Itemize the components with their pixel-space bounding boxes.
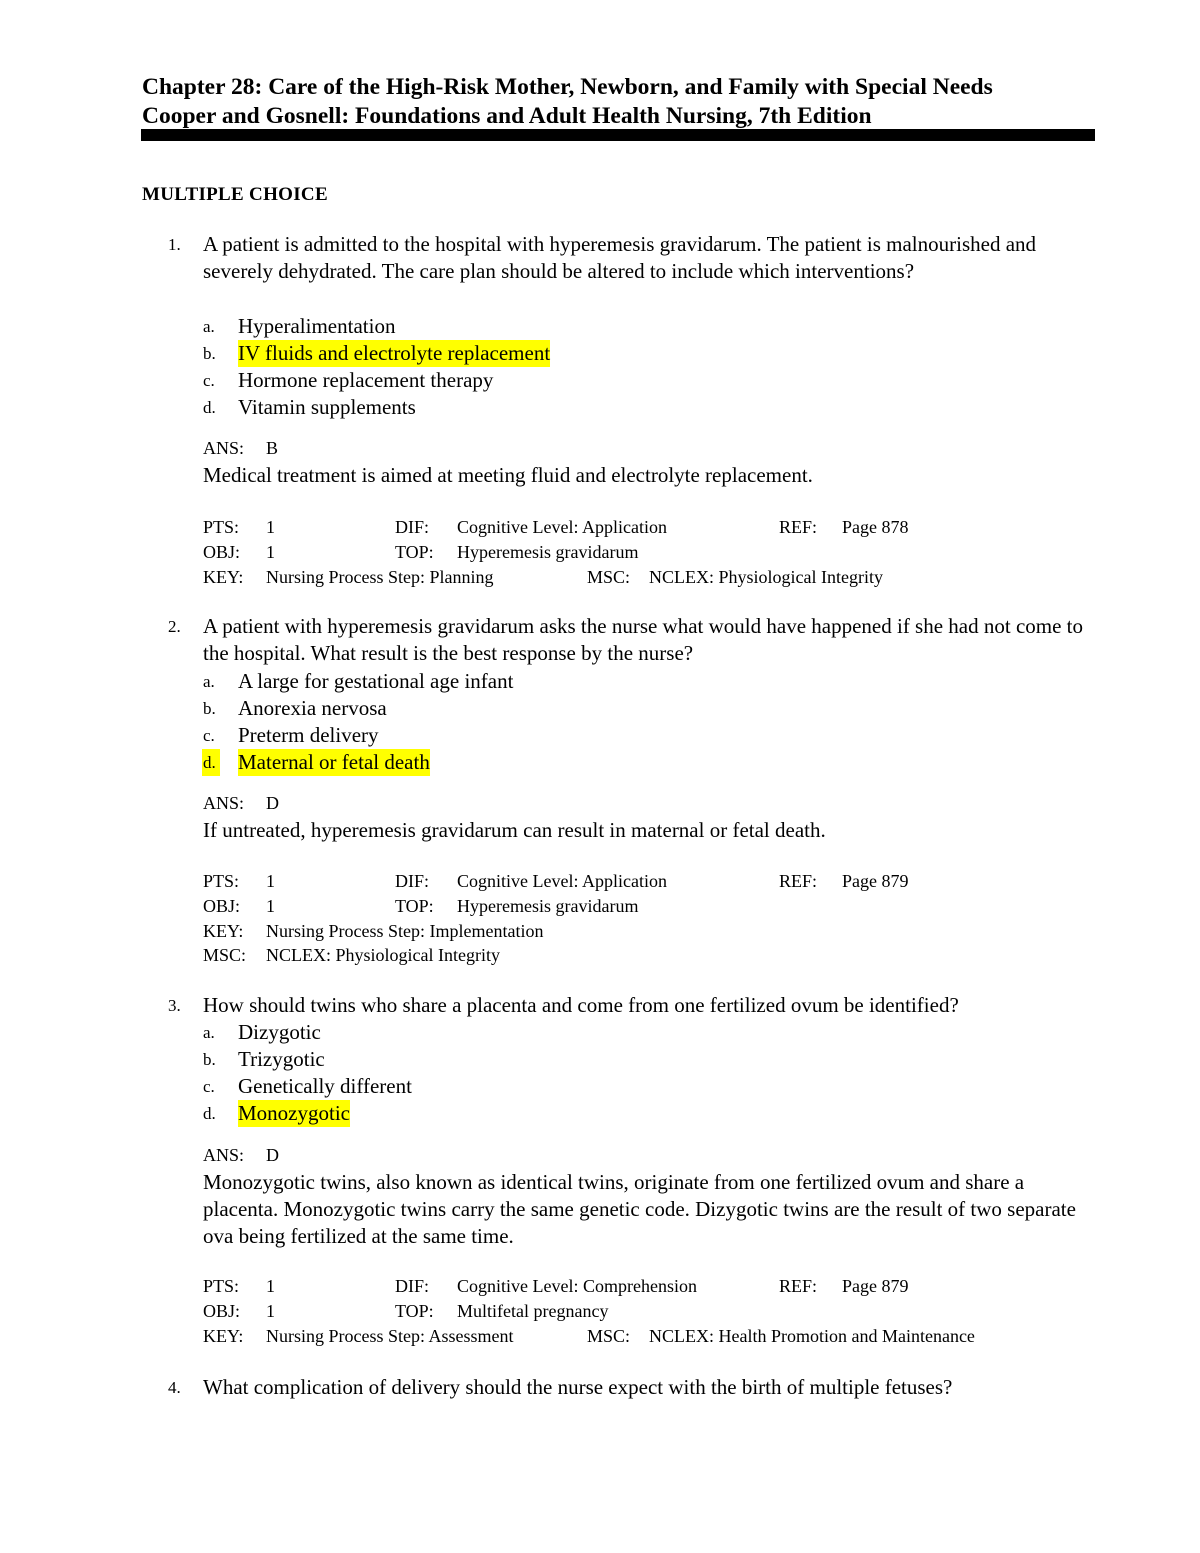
top-value: Hyperemesis gravidarum [457, 895, 639, 916]
option-text-highlighted: Monozygotic [238, 1101, 350, 1125]
options-list [203, 313, 1083, 421]
option-text: Dizygotic [238, 1020, 321, 1044]
meta-row [203, 565, 1083, 590]
top-value: Hyperemesis gravidarum [457, 541, 639, 562]
msc-value: NCLEX: Physiological Integrity [649, 566, 883, 587]
question-metadata [203, 1274, 1083, 1348]
answer-label: ANS: [203, 438, 245, 458]
option-d[interactable] [203, 1100, 1083, 1127]
question-text: A patient with hyperemesis gravidarum asks the nurse what would have happened if she had not come to the hospital. What result is the best response by the nurse? [203, 614, 1084, 666]
answer-line [203, 790, 279, 817]
answer-value: B [266, 438, 279, 458]
option-text-highlighted: Maternal or fetal death [238, 750, 430, 774]
ref-label: REF: [779, 517, 818, 537]
obj-label: OBJ: [203, 541, 241, 562]
question-number: 4. [168, 1378, 181, 1397]
pts-value: 1 [266, 517, 275, 537]
meta-row [203, 894, 1083, 919]
option-a[interactable] [203, 1019, 1083, 1046]
msc-value: NCLEX: Health Promotion and Maintenance [649, 1325, 975, 1346]
key-label: KEY: [203, 566, 244, 587]
msc-value: NCLEX: Physiological Integrity [266, 945, 500, 966]
top-label: TOP: [395, 1300, 434, 1321]
question-metadata [203, 515, 1083, 589]
options-list [203, 668, 1083, 776]
option-letter-highlighted: d. [202, 749, 220, 776]
option-a[interactable] [203, 313, 1083, 340]
option-letter: d. [203, 1104, 216, 1123]
meta-row [203, 919, 1083, 944]
option-text-highlighted: IV fluids and electrolyte replacement [238, 341, 551, 365]
top-label: TOP: [395, 895, 434, 916]
question-text: What complication of delivery should the nurse expect with the birth of multiple fetuses? [203, 1375, 953, 1399]
meta-row [203, 1274, 1083, 1299]
key-label: KEY: [203, 1325, 244, 1346]
rationale-text: Medical treatment is aimed at meeting fluid and electrolyte replacement. [203, 463, 813, 487]
answer-value: D [266, 793, 279, 813]
answer-value: D [266, 1145, 279, 1165]
meta-row [203, 540, 1083, 565]
key-label: KEY: [203, 920, 244, 941]
rationale-text: Monozygotic twins, also known as identical twins, originate from one fertilized ovum and share a placenta. Monozygotic twins carry the same genetic code. Dizygotic twins are the result of two separate ova being fertilized at the same time. [203, 1170, 1076, 1248]
ref-value: Page 878 [842, 517, 909, 537]
option-text: Preterm delivery [238, 723, 379, 747]
meta-row [203, 515, 1083, 540]
pts-label: PTS: [203, 1276, 240, 1296]
question-number: 1. [168, 235, 181, 254]
top-label: TOP: [395, 541, 434, 562]
dif-value: Cognitive Level: Application [457, 517, 667, 537]
question-text: A patient is admitted to the hospital with hyperemesis gravidarum. The patient is malnourished and severely dehydrated. The care plan should be altered to include which interventions? [203, 232, 1037, 284]
chapter-title: Chapter 28: Care of the High-Risk Mother, Newborn, and Family with Special Needs [142, 74, 993, 100]
section-heading: MULTIPLE CHOICE [142, 184, 328, 205]
meta-row [203, 869, 1083, 894]
dif-value: Cognitive Level: Comprehension [457, 1276, 697, 1296]
option-letter: b. [203, 344, 216, 363]
msc-label: MSC: [587, 1325, 631, 1346]
pts-label: PTS: [203, 517, 240, 537]
option-text: Trizygotic [238, 1047, 325, 1071]
option-text: A large for gestational age infant [238, 669, 514, 693]
key-value: Nursing Process Step: Planning [266, 566, 494, 587]
option-letter: d. [203, 398, 216, 417]
option-letter: a. [203, 1023, 215, 1042]
answer-line [203, 1142, 279, 1169]
option-b[interactable] [203, 1046, 1083, 1073]
ref-value: Page 879 [842, 1276, 909, 1296]
option-text: Anorexia nervosa [238, 696, 387, 720]
option-text: Genetically different [238, 1074, 412, 1098]
obj-value: 1 [266, 541, 275, 562]
key-value: Nursing Process Step: Implementation [266, 920, 544, 941]
option-letter: a. [203, 317, 215, 336]
question-metadata [203, 869, 1083, 968]
option-letter: c. [203, 1077, 215, 1096]
option-c[interactable] [203, 1073, 1083, 1100]
option-d[interactable] [203, 749, 1083, 776]
meta-row [203, 1324, 1083, 1349]
answer-label: ANS: [203, 1145, 245, 1165]
meta-row [203, 1299, 1083, 1324]
meta-row [203, 943, 1083, 968]
dif-value: Cognitive Level: Application [457, 871, 667, 891]
question-number: 3. [168, 996, 181, 1015]
option-b[interactable] [203, 340, 1083, 367]
answer-label: ANS: [203, 793, 245, 813]
ref-label: REF: [779, 1276, 818, 1296]
header-rule [141, 129, 1095, 141]
msc-label: MSC: [203, 945, 247, 966]
dif-label: DIF: [395, 517, 430, 537]
option-letter: c. [203, 726, 215, 745]
obj-value: 1 [266, 895, 275, 916]
option-letter: b. [203, 1050, 216, 1069]
option-text: Vitamin supplements [238, 395, 416, 419]
option-c[interactable] [203, 367, 1083, 394]
options-list [203, 1019, 1083, 1127]
option-b[interactable] [203, 695, 1083, 722]
question-text: How should twins who share a placenta and come from one fertilized ovum be identified? [203, 993, 959, 1017]
top-value: Multifetal pregnancy [457, 1300, 609, 1321]
pts-value: 1 [266, 871, 275, 891]
option-c[interactable] [203, 722, 1083, 749]
option-letter: a. [203, 672, 215, 691]
dif-label: DIF: [395, 871, 430, 891]
key-value: Nursing Process Step: Assessment [266, 1325, 514, 1346]
obj-label: OBJ: [203, 1300, 241, 1321]
obj-label: OBJ: [203, 895, 241, 916]
ref-label: REF: [779, 871, 818, 891]
option-text: Hyperalimentation [238, 314, 396, 338]
option-text: Hormone replacement therapy [238, 368, 494, 392]
answer-line [203, 435, 278, 462]
msc-label: MSC: [587, 566, 631, 587]
rationale-text: If untreated, hyperemesis gravidarum can result in maternal or fetal death. [203, 818, 826, 842]
obj-value: 1 [266, 1300, 275, 1321]
option-d[interactable] [203, 394, 1083, 421]
dif-label: DIF: [395, 1276, 430, 1296]
pts-label: PTS: [203, 871, 240, 891]
book-title: Cooper and Gosnell: Foundations and Adult Health Nursing, 7th Edition [142, 103, 872, 129]
option-letter: c. [203, 371, 215, 390]
pts-value: 1 [266, 1276, 275, 1296]
question-number: 2. [168, 617, 181, 636]
ref-value: Page 879 [842, 871, 909, 891]
option-a[interactable] [203, 668, 1083, 695]
option-letter: b. [203, 699, 216, 718]
